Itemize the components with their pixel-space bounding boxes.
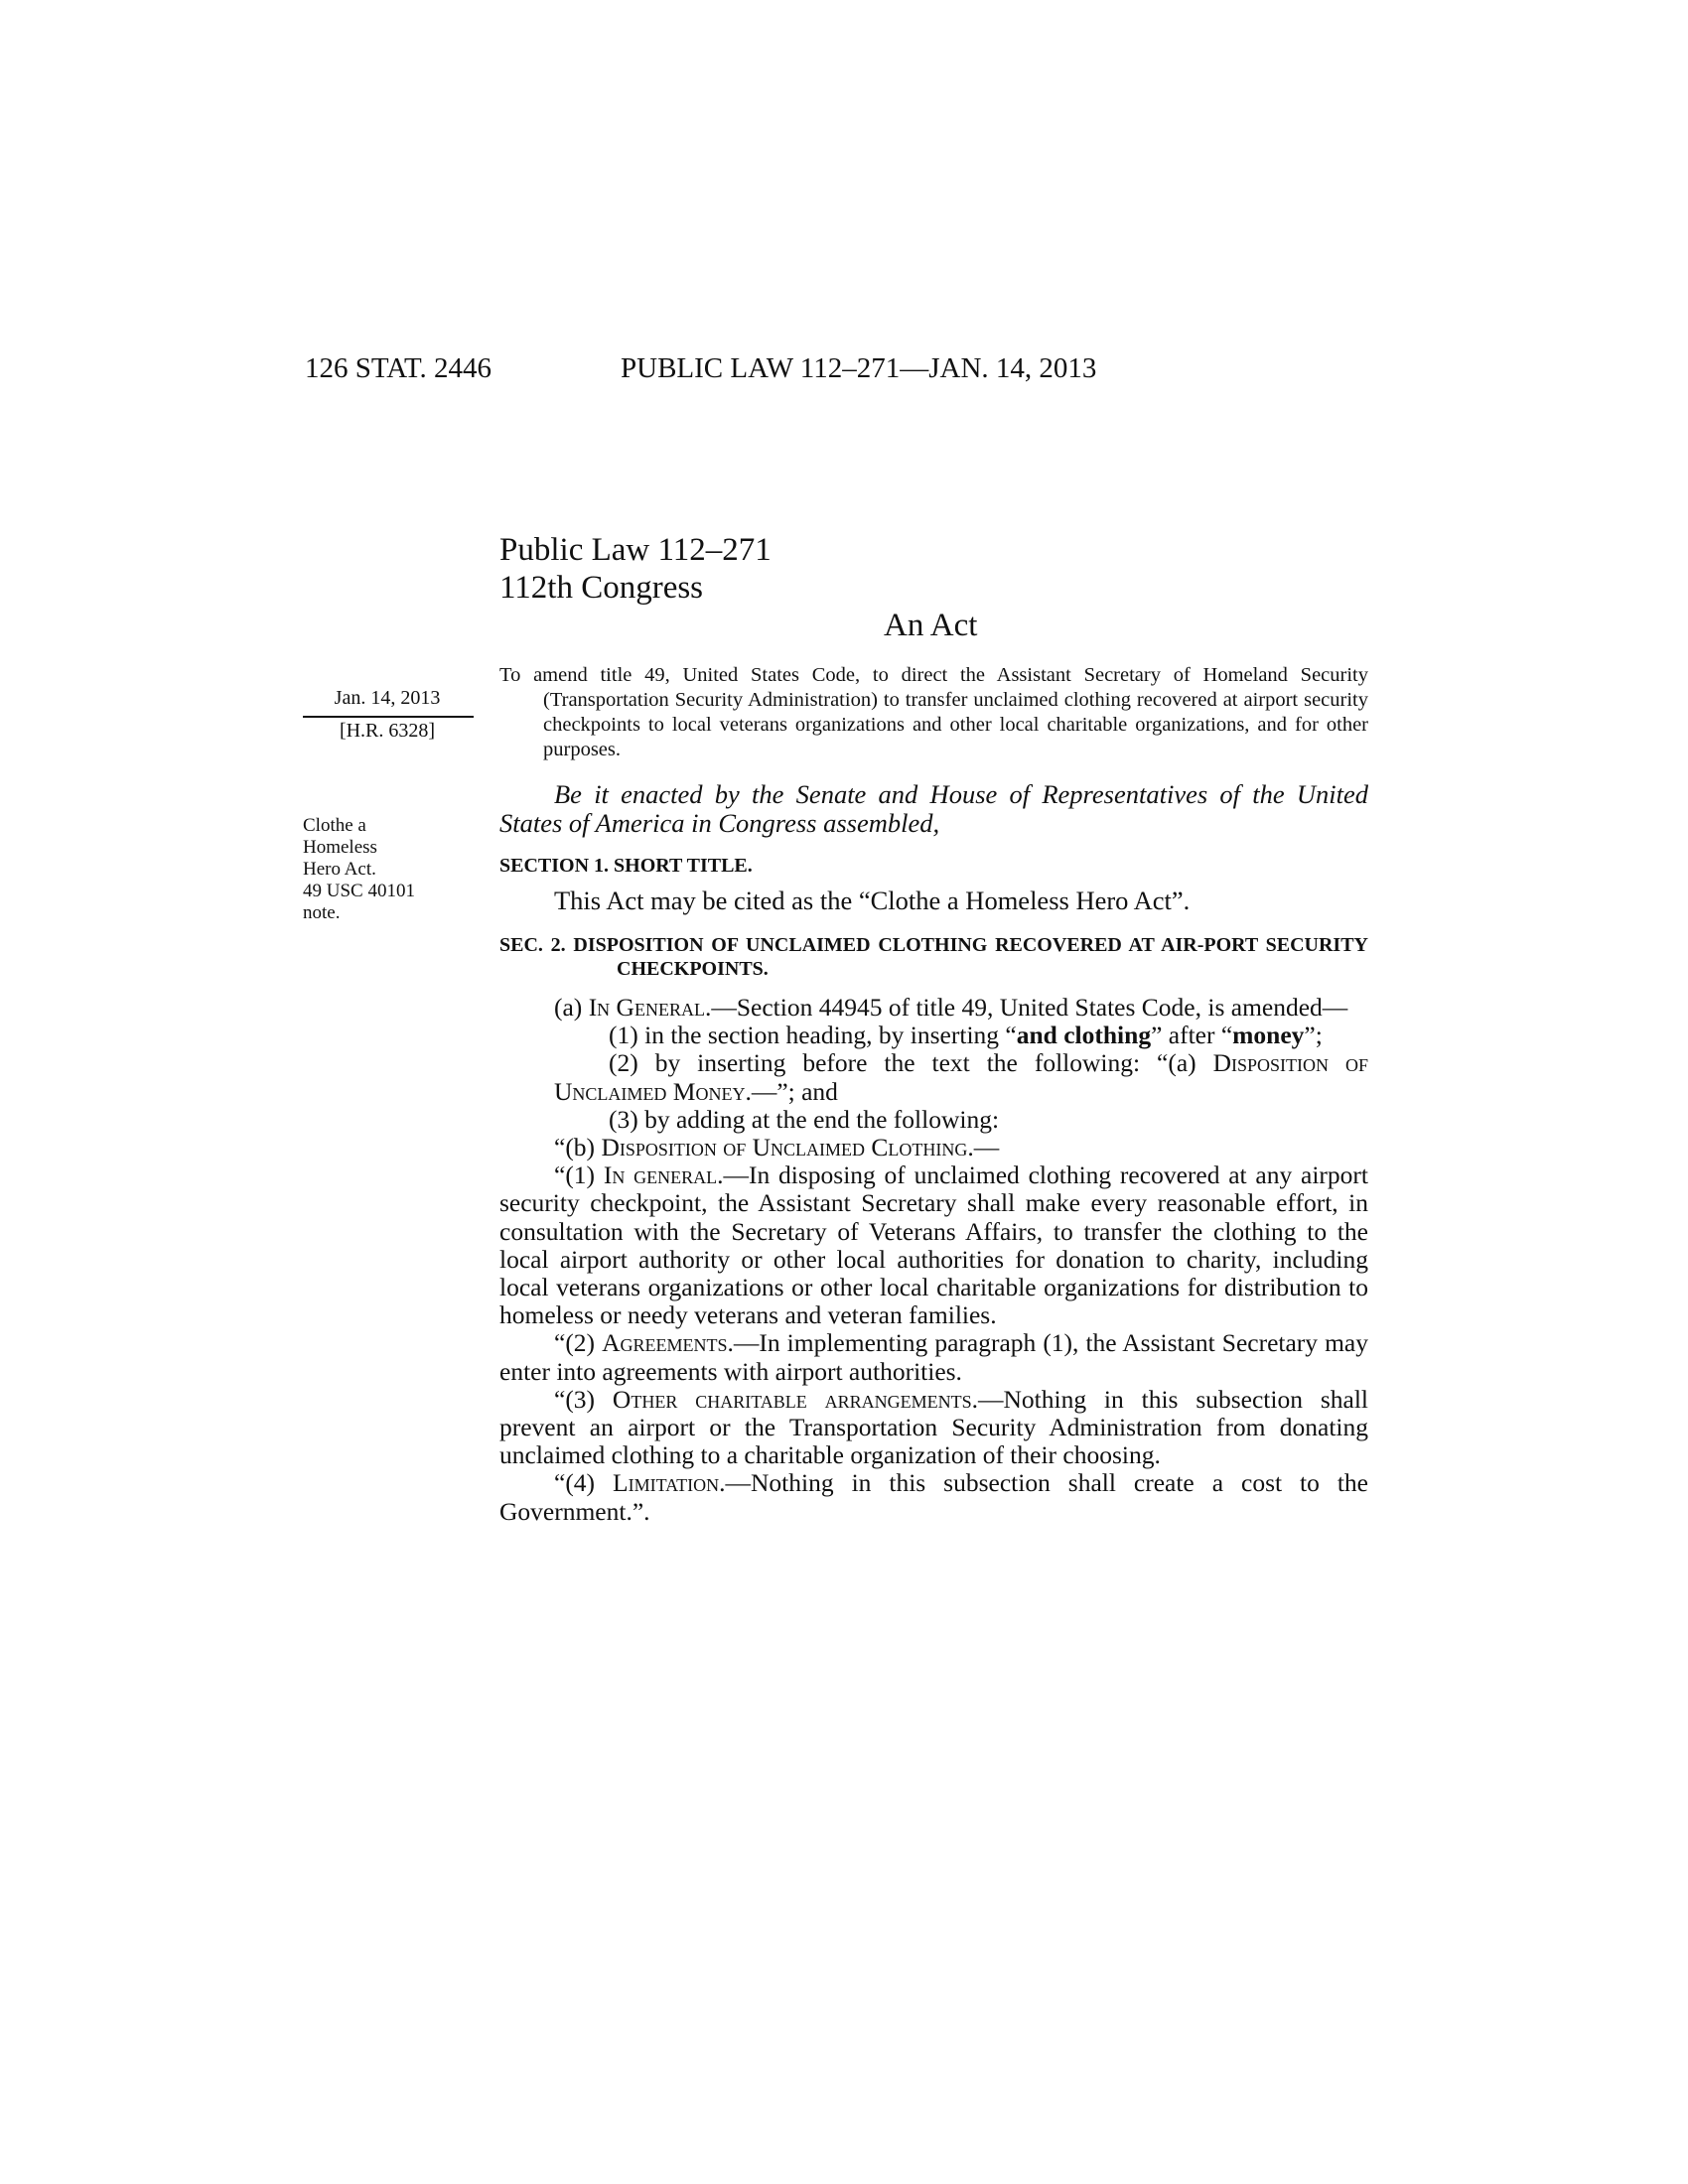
enacting-clause: Be it enacted by the Senate and House of Representatives of the United States of America in Congress assembled, <box>499 779 1368 838</box>
subsection-b-paragraph-2: “(2) Agreements.—In implementing paragraph (1), the Assistant Secretary may enter into agreements with airport authorities. <box>499 1328 1368 1386</box>
margin-rule <box>303 716 474 718</box>
margin-note-line: note. <box>303 902 341 923</box>
paragraph-2: (2) by inserting before the text the following: “(a) Disposition of Unclaimed Money.—”; and <box>554 1048 1368 1106</box>
section-1-heading: SECTION 1. SHORT TITLE. <box>499 855 753 877</box>
stat-page-number: 126 STAT. 2446 <box>305 352 492 384</box>
margin-date: Jan. 14, 2013 <box>334 687 441 709</box>
congress: 112th Congress <box>499 570 704 606</box>
subsection-b-paragraph-4: “(4) Limitation.—Nothing in this subsection shall create a cost to the Government.”. <box>499 1468 1368 1526</box>
running-title: PUBLIC LAW 112–271—JAN. 14, 2013 <box>621 352 1097 384</box>
section-2-body <box>499 994 1368 1526</box>
act-purpose: To amend title 49, United States Code, to direct the Assistant Secretary of Homeland Security (Transportation Security Administration) to transfer unclaimed clothing recovered at airport security checkpoints to local veterans organizations and other local charitable organizations, and for other purposes. <box>499 664 1368 760</box>
margin-short-title-note <box>303 815 415 924</box>
section-2-heading: SEC. 2. DISPOSITION OF UNCLAIMED CLOTHING RECOVERED AT AIR-PORT SECURITY CHECKPOINTS. <box>499 934 1368 980</box>
paragraph-1: (1) in the section heading, by inserting “and clothing” after “money”; <box>609 1021 1323 1050</box>
margin-note-line: Homeless <box>303 837 377 858</box>
subsection-a: (a) In General.—Section 44945 of title 49, United States Code, is amended— <box>554 993 1348 1022</box>
margin-note-line: Hero Act. <box>303 859 376 880</box>
margin-note-line: Clothe a <box>303 815 366 836</box>
subsection-b-paragraph-3: “(3) Other charitable arrangements.—Nothing in this subsection shall prevent an airport or the Transportation Security Administration from donating unclaimed clothing to a charitable organization of their choosing. <box>499 1384 1368 1470</box>
margin-note-line: 49 USC 40101 <box>303 881 415 901</box>
subsection-b: “(b) Disposition of Unclaimed Clothing.— <box>554 1133 1000 1162</box>
section-1-text: This Act may be cited as the “Clothe a Homeless Hero Act”. <box>554 886 1191 915</box>
paragraph-3: (3) by adding at the end the following: <box>609 1104 1000 1134</box>
law-number: Public Law 112–271 <box>499 532 772 568</box>
margin-bill-number: [H.R. 6328] <box>339 720 436 742</box>
act-heading: An Act <box>884 608 978 643</box>
subsection-b-paragraph-1: “(1) In general.—In disposing of unclaimed clothing recovered at any airport security checkpoint, the Assistant Secretary shall make every reasonable effort, in consultation with the Secretary of Veterans Affairs, to transfer the clothing to the local airport authority or other local authorities for donation to charity, including local veterans organizations or other local charitable organizations for distribution to homeless or needy veterans and veteran families. <box>499 1160 1368 1330</box>
